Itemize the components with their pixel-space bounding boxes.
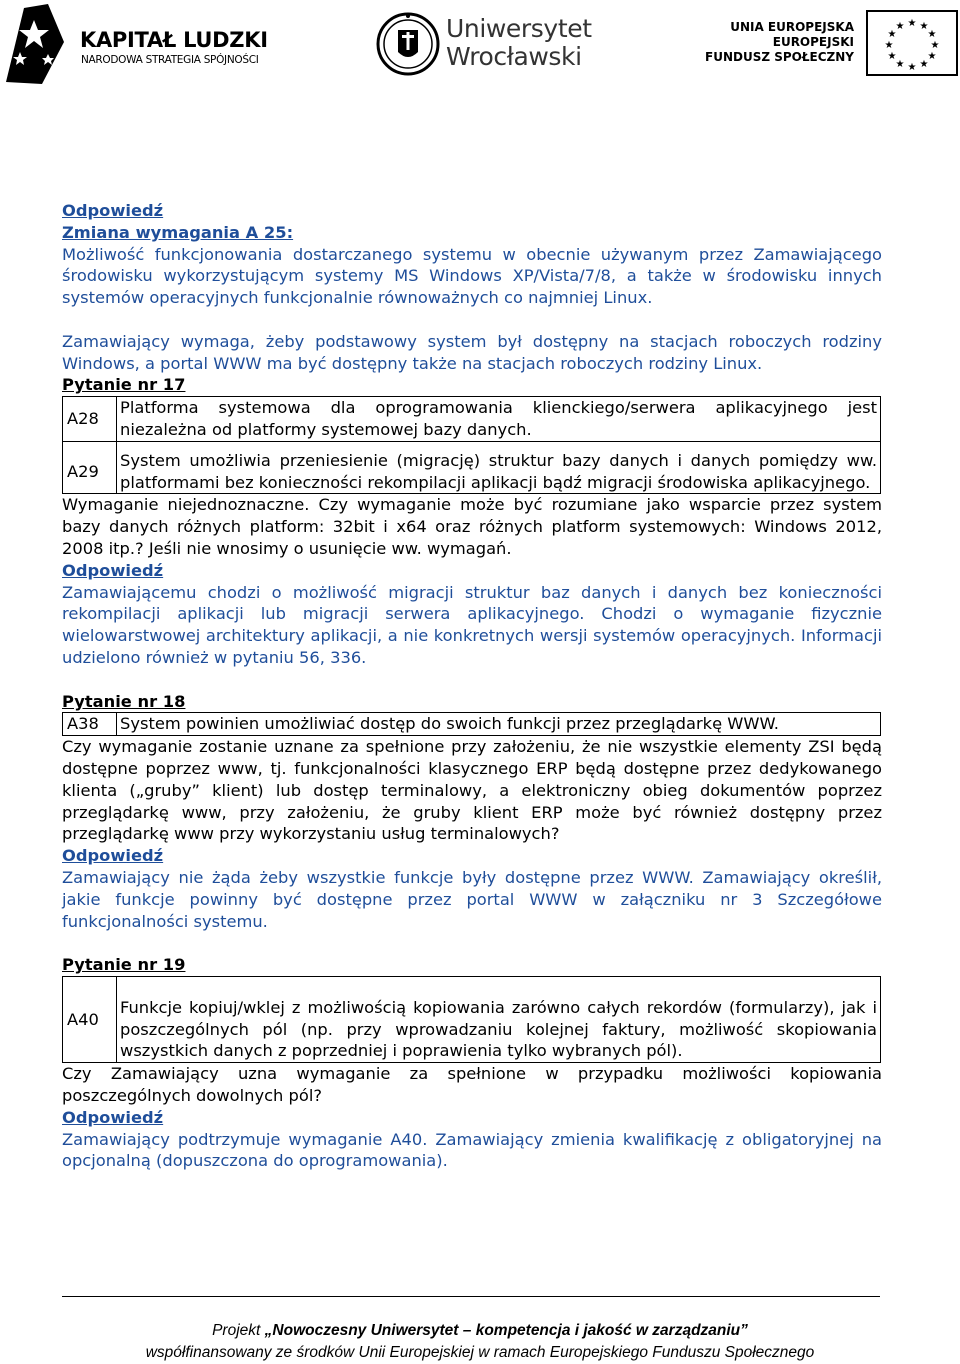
university-name-line1: Uniwersytet	[446, 14, 592, 43]
requirement-row	[63, 441, 881, 494]
svg-text:★: ★	[895, 21, 905, 32]
answer-heading: Odpowiedź	[62, 846, 164, 866]
eu-line3: FUNDUSZ SPOŁECZNY	[705, 50, 854, 64]
eu-line1: UNIA EUROPEJSKA	[730, 20, 854, 34]
question-text: Wymaganie niejednoznaczne. Czy wymaganie może być rozumiane jako wsparcie przez system bazy danych różnych platform: 32bit i x64 oraz różnych platform systemowych: Windows 2012, 2008 itp.? Jeśli nie wnosimy o usunięcie ww. wymagań.	[62, 495, 882, 558]
answer-heading: Odpowiedź	[62, 560, 164, 580]
requirement-row	[63, 713, 881, 736]
svg-text:★: ★	[927, 29, 937, 40]
footer-project-title: „Nowoczesny Uniwersytet – kompetencja i jakość w zarządzaniu”	[264, 1322, 748, 1339]
answer-paragraph: Zamawiający wymaga, żeby podstawowy system był dostępny na stacjach roboczych rodziny Windows, a portal WWW ma być dostępny także na stacjach roboczych rodziny Linux.	[62, 331, 882, 373]
requirement-code: A28	[63, 397, 117, 442]
requirement-code: A40	[63, 976, 117, 1062]
svg-text:★: ★	[907, 62, 917, 73]
svg-text:★: ★	[927, 51, 937, 62]
requirement-row	[63, 397, 881, 442]
requirement-code: A38	[63, 713, 117, 736]
footer-funding-line: współfinansowany ze środków Unii Europejskiej w ramach Europejskiego Funduszu Społecznego	[145, 1344, 815, 1361]
university-crest-icon	[376, 8, 440, 80]
eu-line2: EUROPEJSKI	[772, 35, 854, 49]
requirement-text: System powinien umożliwiać dostęp do swoich funkcji przez przeglądarkę WWW.	[117, 713, 881, 736]
svg-text:★: ★	[919, 21, 929, 32]
requirement-text: System umożliwia przeniesienie (migrację) struktur bazy danych i danych pomiędzy ww. platformami bez konieczności rekompilacji aplikacji bądź migracji środowiska aplikacyjnego.	[117, 441, 881, 494]
requirement-text: Funkcje kopiuj/wklej z możliwością kopiowania zarówno całych rekordów (formularzy), jak i poszczególnych pól (np. przy wprowadzaniu kolejnej faktury, możliwość skopiowania wszystkich danych z poprzedniej i poprawienia tylko wybranych pól).	[117, 976, 881, 1062]
requirement-code: A29	[63, 441, 117, 494]
question-heading: Pytanie nr 19	[62, 955, 186, 975]
answer-paragraph: Możliwość funkcjonowania dostarczanego systemu w obecnie używanym przez Zamawiającego środowisku wykorzystującym systemy MS Windows XP/Vista/7/8, a także w środowisku innych systemów operacyjnych funkcjonalnie równoważnych co najmniej Linux.	[62, 244, 882, 308]
kapital-ludzki-subtitle: NARODOWA STRATEGIA SPÓJNOŚCI	[81, 54, 259, 66]
requirements-table	[62, 396, 881, 494]
answer-text: Zamawiający podtrzymuje wymaganie A40. Zamawiający zmienia kwalifikację z obligatoryjnej na opcjonalną (dopuszczona do oprogramowania).	[62, 1129, 882, 1171]
svg-text:★: ★	[919, 59, 929, 70]
kapital-ludzki-title: KAPITAŁ LUDZKI	[80, 28, 268, 52]
eu-text-block	[705, 20, 854, 65]
answer-heading: Odpowiedź	[62, 201, 164, 220]
svg-text:★: ★	[887, 29, 897, 40]
page-footer	[0, 1320, 960, 1364]
page-header	[0, 0, 960, 100]
svg-text:★: ★	[907, 18, 917, 29]
requirement-text: Platforma systemowa dla oprogramowania klienckiego/serwera aplikacyjnego jest niezależna od platformy systemowej bazy danych.	[117, 397, 881, 442]
kapital-ludzki-logo-icon	[4, 2, 66, 86]
question-heading: Pytanie nr 18	[62, 691, 186, 711]
answer-text: Zamawiającemu chodzi o możliwość migracji struktur baz danych i danych bez konieczności rekompilacji aplikacji lub migracji serwera aplikacyjnego. Chodzi o wymaganie fizycznie wielowarstwowej architektury aplikacji, a nie konkretnych wersji systemów operacyjnych. Informacji udzielono również w pytaniu 56, 336.	[62, 582, 882, 667]
answer-heading: Odpowiedź	[62, 1107, 164, 1127]
requirement-row	[63, 976, 881, 1062]
svg-text:★: ★	[887, 51, 897, 62]
question-text: Czy wymaganie zostanie uznane za spełnione przy założeniu, że nie wszystkie elementy ZSI będą dostępne poprzez www, tj. funkcjonalności klasycznego ERP będą dostępne przez dedykowanego klienta („gruby” klient) lub dostęp terminalowy, a elektroniczny obieg dokumentów poprzez przeglądarkę www, przy założeniu, że gruby klient ERP może być również dostępny przez przeglądarkę www przy wykorzystaniu usług terminalowych?	[62, 737, 882, 844]
question-text: Czy Zamawiający uzna wymaganie za spełnione w przypadku możliwości kopiowania poszczególnych dowolnych pól?	[62, 1064, 882, 1106]
document-body	[62, 200, 882, 1172]
answer-text: Zamawiający nie żąda żeby wszystkie funkcje były dostępne przez WWW. Zamawiający określił, jakie funkcje powinny być dostępne przez portal WWW w załączniku nr 3 Szczegółowe funkcjonalności systemu.	[62, 867, 882, 931]
svg-text:★: ★	[895, 59, 905, 70]
svg-text:★: ★	[884, 40, 894, 51]
footer-project-line	[0, 1320, 960, 1342]
requirements-table	[62, 976, 881, 1063]
question-heading: Pytanie nr 17	[62, 375, 186, 395]
footer-project-prefix: Projekt	[212, 1322, 265, 1339]
footer-divider	[62, 1296, 880, 1297]
university-name-line2: Wrocławski	[446, 42, 582, 71]
requirement-change-heading: Zmiana wymagania A 25:	[62, 222, 294, 242]
svg-text:★: ★	[930, 40, 940, 51]
eu-flag-icon	[866, 10, 958, 76]
requirements-table	[62, 712, 881, 736]
